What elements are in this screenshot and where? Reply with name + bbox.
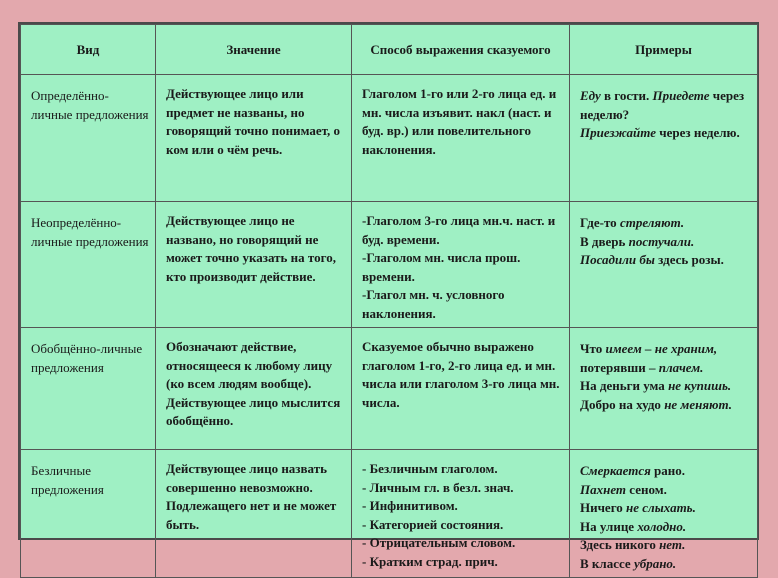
- examples-cell: [570, 75, 758, 202]
- example-text: Что: [580, 341, 606, 356]
- example-highlight: нет.: [659, 537, 686, 552]
- example-highlight: Посадили бы: [580, 252, 655, 267]
- example-text: потерявши –: [580, 359, 659, 375]
- example-highlight: холодно.: [637, 518, 687, 534]
- example-text: здесь розы.: [654, 252, 724, 267]
- method-cell: [352, 202, 570, 328]
- table-row: [21, 202, 758, 328]
- table-row: [21, 75, 758, 202]
- example-text: В классе: [580, 555, 634, 571]
- table-header-row: [21, 25, 758, 75]
- method-line: - Отрицательным словом.: [362, 535, 516, 550]
- header-type: Вид: [21, 25, 156, 75]
- method-cell: [352, 450, 570, 578]
- method-cell: [352, 75, 570, 202]
- type-cell: Безличные предложения: [21, 450, 156, 578]
- example-line: [580, 462, 751, 481]
- method-line: Глаголом 1-го или 2-го лица ед. и мн. числа изъявит. накл (наст. и буд. вр.) или повелительного наклонения.: [362, 86, 557, 157]
- method-line: - Безличным глаголом.: [362, 461, 498, 476]
- table-row: [21, 328, 758, 450]
- example-text: сеном.: [626, 481, 667, 497]
- example-text: Добро на худо: [580, 396, 665, 412]
- example-text: В дверь: [580, 233, 629, 249]
- example-highlight: Еду: [580, 88, 601, 103]
- type-cell: Определённо-личные предложения: [21, 75, 156, 202]
- examples-cell: [570, 328, 758, 450]
- type-cell: Неопределённо-личные предложения: [21, 202, 156, 328]
- example-line: [580, 536, 751, 555]
- example-text: На деньги ума: [580, 378, 669, 393]
- example-text: Здесь никого: [580, 537, 660, 552]
- example-text: в гости.: [600, 88, 653, 103]
- example-line: [580, 214, 751, 233]
- types-table-card: [18, 22, 759, 571]
- example-highlight: не меняют.: [664, 396, 733, 412]
- example-highlight: стреляют.: [619, 215, 685, 230]
- example-line: [580, 481, 751, 500]
- example-line: [580, 124, 751, 143]
- example-line: [580, 87, 751, 124]
- method-line: -Глаголом 3-го лица мн.ч. наст. и буд. времени.: [362, 213, 556, 247]
- example-highlight: Смеркается: [580, 463, 651, 478]
- example-line: [580, 499, 751, 518]
- table-row: [21, 450, 758, 578]
- example-highlight: не слыхать.: [626, 500, 696, 515]
- example-text: Ничего: [580, 500, 627, 515]
- example-highlight: плачем.: [658, 359, 704, 375]
- example-line: [580, 233, 751, 252]
- method-line: -Глаголом мн. числа прош. времени.: [362, 250, 521, 284]
- examples-cell: [570, 202, 758, 328]
- example-text: через неделю?: [580, 88, 745, 122]
- example-line: [580, 340, 751, 359]
- example-text: На улице: [580, 518, 638, 534]
- method-line: Сказуемое обычно выражено глаголом 1-го, 2-го лица ед. и мн. числа или глаголом 3-го лица мн. числа.: [362, 339, 560, 410]
- method-cell: [352, 328, 570, 450]
- examples-cell: [570, 450, 758, 578]
- method-line: - Категорией состояния.: [362, 516, 504, 532]
- example-highlight: Приедете: [652, 88, 710, 103]
- example-line: [580, 555, 751, 574]
- example-text: Где-то: [580, 215, 620, 230]
- meaning-cell: Обозначают действие, относящееся к любому лицу (ко всем людям вообще). Действующее лицо мыслится обобщённо.: [156, 328, 352, 450]
- meaning-cell: Действующее лицо не названо, но говорящий не может точно указать на того, кто производит действие.: [156, 202, 352, 328]
- meaning-cell: Действующее лицо или предмет не названы, но говорящий точно понимает, о ком или о чём речь.: [156, 75, 352, 202]
- type-cell: Обобщённо-личные предложения: [21, 328, 156, 450]
- example-highlight: имеем – не храним,: [605, 341, 718, 356]
- example-line: [580, 251, 751, 270]
- sentence-types-table: [20, 24, 758, 578]
- header-meaning: Значение: [156, 25, 352, 75]
- method-line: -Глагол мн. ч. условного наклонения.: [362, 287, 505, 321]
- method-line: - Кратким страд. прич.: [362, 553, 498, 569]
- example-highlight: убрано.: [633, 555, 677, 571]
- header-examples: Примеры: [570, 25, 758, 75]
- example-highlight: постучали.: [628, 233, 695, 249]
- example-line: [580, 518, 751, 537]
- example-line: [580, 396, 751, 415]
- example-text: рано.: [650, 463, 686, 478]
- meaning-cell: Действующее лицо назвать совершенно невозможно. Подлежащего нет и не может быть.: [156, 450, 352, 578]
- example-highlight: не купишь.: [668, 378, 732, 393]
- method-line: - Инфинитивом.: [362, 498, 458, 513]
- header-method: Способ выражения сказуемого: [352, 25, 570, 75]
- example-line: [580, 377, 751, 396]
- example-text: через неделю.: [656, 125, 740, 140]
- example-highlight: Приезжайте: [580, 125, 656, 140]
- method-line: - Личным гл. в безл. знач.: [362, 479, 514, 495]
- example-highlight: Пахнет: [580, 481, 627, 497]
- example-line: [580, 359, 751, 378]
